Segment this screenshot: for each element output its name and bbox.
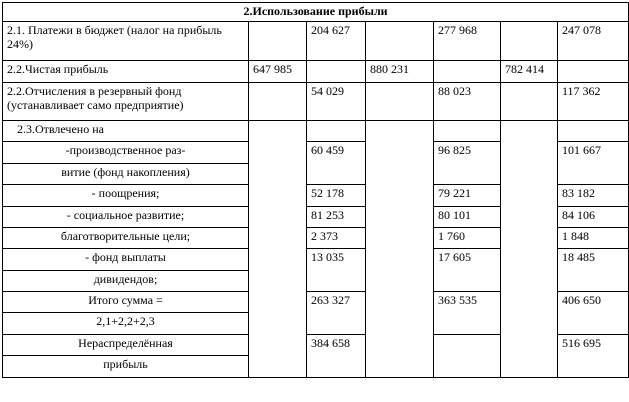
cell-value: 79 221 <box>434 185 501 207</box>
cell-value: 80 101 <box>434 207 501 228</box>
cell-value: 101 667 <box>558 142 629 185</box>
cell-value <box>307 61 366 83</box>
table-row <box>3 61 629 83</box>
row-label: благотворительные цели; <box>3 228 249 249</box>
cell-value: 263 327 <box>307 292 366 335</box>
cell-value: 84 106 <box>558 207 629 228</box>
cell-value: 17 605 <box>434 249 501 292</box>
table-title-row <box>3 3 629 22</box>
cell-empty-merged <box>501 121 558 378</box>
row-label: 2.1. Платежи в бюджет (налог на прибыль 24%) <box>3 22 249 61</box>
cell-value: 2 373 <box>307 228 366 249</box>
cell-value: 516 695 <box>558 335 629 378</box>
cell-value: 1 760 <box>434 228 501 249</box>
row-label: 2.3.Отвлечено на <box>3 121 249 142</box>
cell-value: 18 485 <box>558 249 629 292</box>
cell-value: 13 035 <box>307 249 366 292</box>
cell-value <box>434 61 501 83</box>
cell-value: 83 182 <box>558 185 629 207</box>
cell-empty <box>434 121 501 142</box>
table-row <box>3 121 629 142</box>
cell-value <box>501 83 558 121</box>
cell-empty-merged <box>249 121 307 378</box>
row-label: Итого сумма = <box>3 292 249 313</box>
cell-value: 277 968 <box>434 22 501 61</box>
row-label: 2,1+2,2+2,3 <box>3 313 249 335</box>
row-label: прибыль <box>3 356 249 378</box>
table-row <box>3 83 629 121</box>
row-label: дивидендов; <box>3 271 249 292</box>
row-label: 2.2.Чистая прибыль <box>3 61 249 83</box>
cell-value: 96 825 <box>434 142 501 185</box>
cell-value <box>366 83 434 121</box>
cell-empty <box>307 121 366 142</box>
row-label: 2.2.Отчисления в резервный фонд (устанавливает само предприятие) <box>3 83 249 121</box>
cell-value <box>249 83 307 121</box>
cell-value: 880 231 <box>366 61 434 83</box>
cell-empty <box>434 335 501 378</box>
table-title: 2.Использование прибыли <box>3 3 629 22</box>
cell-value <box>249 22 307 61</box>
row-label: - социальное развитие; <box>3 207 249 228</box>
profit-usage-table <box>2 2 629 378</box>
cell-value: 52 178 <box>307 185 366 207</box>
cell-value <box>501 22 558 61</box>
row-label: - фонд выплаты <box>3 249 249 271</box>
row-label: Нераспределённая <box>3 335 249 356</box>
cell-value: 204 627 <box>307 22 366 61</box>
cell-empty-merged <box>366 121 434 378</box>
cell-value: 54 029 <box>307 83 366 121</box>
cell-value <box>558 61 629 83</box>
cell-value: 363 535 <box>434 292 501 335</box>
row-label: витие (фонд накопления) <box>3 164 249 185</box>
cell-value: 117 362 <box>558 83 629 121</box>
cell-value: 247 078 <box>558 22 629 61</box>
cell-value: 60 459 <box>307 142 366 185</box>
cell-value: 406 650 <box>558 292 629 335</box>
cell-value: 384 658 <box>307 335 366 378</box>
cell-value: 88 023 <box>434 83 501 121</box>
row-label: - поощрения; <box>3 185 249 207</box>
cell-empty <box>558 121 629 142</box>
cell-value: 782 414 <box>501 61 558 83</box>
cell-value <box>366 22 434 61</box>
cell-value: 81 253 <box>307 207 366 228</box>
cell-value: 647 985 <box>249 61 307 83</box>
cell-value: 1 848 <box>558 228 629 249</box>
row-label: -производственное раз- <box>3 142 249 164</box>
table-row <box>3 22 629 61</box>
